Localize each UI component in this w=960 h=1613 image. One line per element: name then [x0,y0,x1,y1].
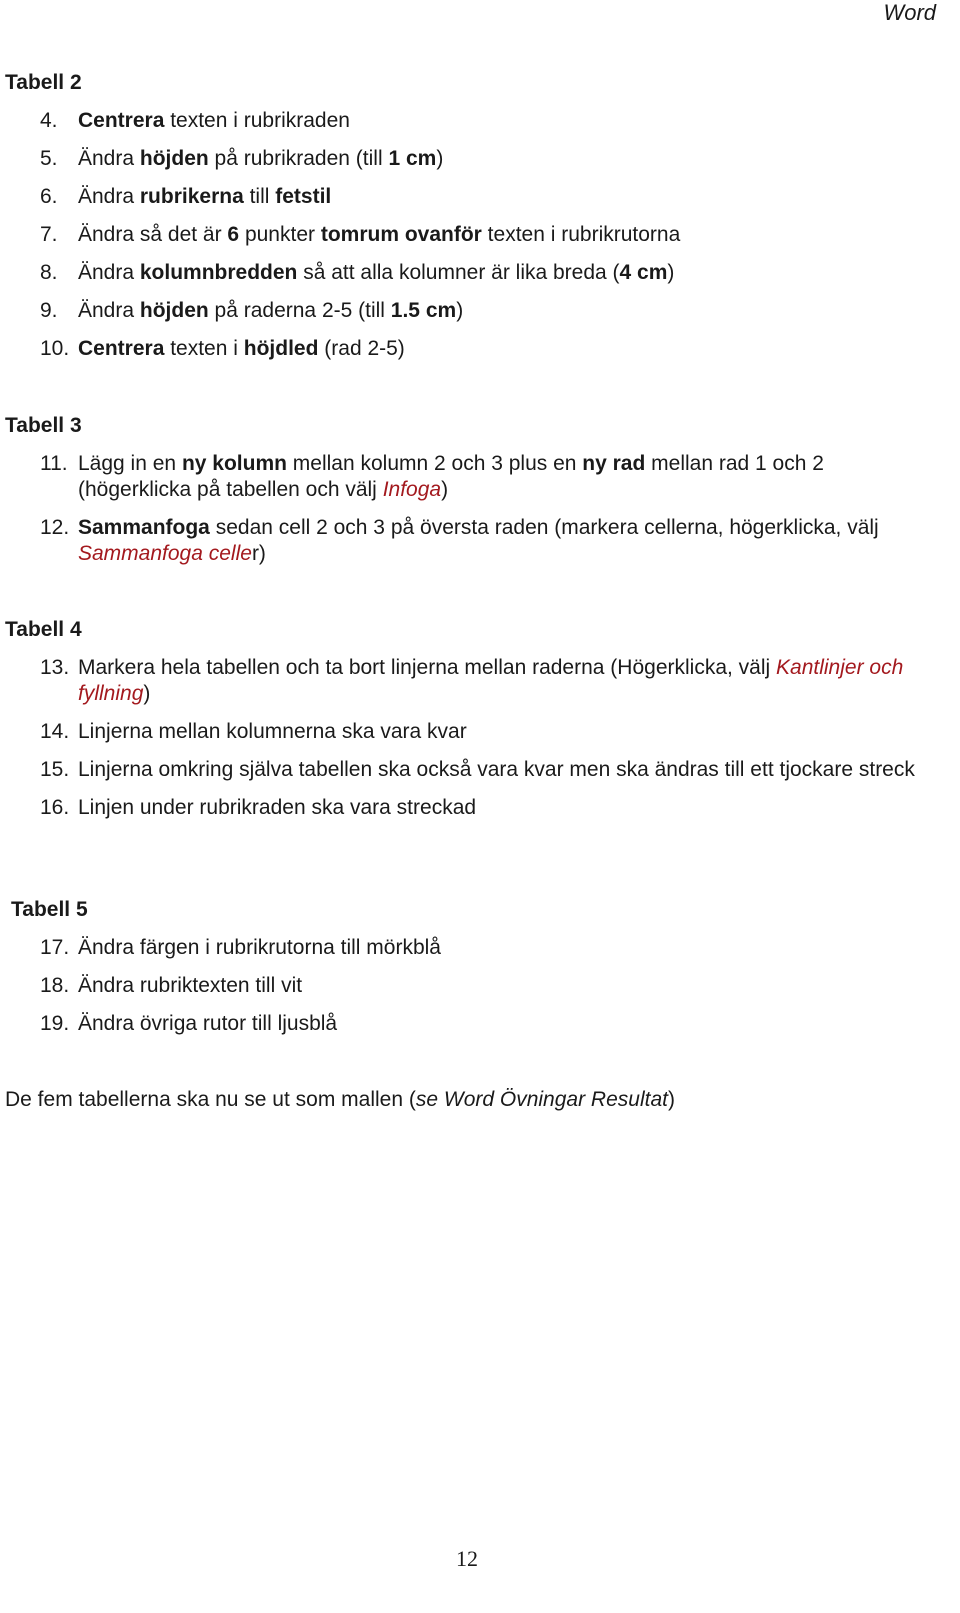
instruction-item [5,260,940,286]
emphasis-text: kolumnbredden [139,261,298,284]
item-text: ) [667,261,675,284]
closing-text-end: ) [667,1088,675,1111]
item-number: 19. [40,1012,70,1035]
item-number: 11. [40,452,68,475]
instruction-item [5,935,940,961]
item-text: Linjerna mellan kolumnerna ska vara kvar [78,720,467,743]
instruction-item [5,719,940,745]
section-heading: Tabell 4 [5,618,82,641]
item-text: ) [143,682,151,705]
instruction-list [5,655,940,821]
instruction-item [5,222,940,248]
item-text: Ändra [78,261,140,284]
emphasis-text: 6 [227,223,240,246]
instruction-item [5,146,940,172]
item-text: r) [251,542,266,565]
item-number: 10. [40,337,70,360]
instruction-item [5,451,940,503]
item-text: Ändra övriga rutor till ljusblå [78,1012,338,1035]
item-text: Ändra [78,185,140,208]
item-text: mellan kolumn 2 och 3 plus en [286,452,583,475]
section-tabell-5 [11,897,940,1037]
emphasis-text: Sammanfoga [78,516,210,539]
closing-paragraph [5,1087,675,1113]
item-number: 17. [40,936,70,959]
section-tabell-3 [5,413,940,567]
item-text: ) [436,147,444,170]
item-text: (rad 2-5) [318,337,405,360]
item-number: 18. [40,974,70,997]
emphasis-text: 4 cm [619,261,668,284]
instruction-item [5,184,940,210]
item-number: 7. [40,223,58,246]
instruction-item [5,795,940,821]
section-heading: Tabell 2 [5,71,82,94]
instruction-item [5,655,940,707]
item-text: Ändra [78,299,140,322]
emphasis-text: höjden [139,299,209,322]
emphasis-text: Centrera [78,109,165,132]
instruction-list [5,108,940,362]
emphasis-text: fetstil [275,185,332,208]
item-number: 6. [40,185,58,208]
section-tabell-4 [5,617,940,821]
item-text: Ändra färgen i rubrikrutorna till mörkblå [78,936,441,959]
item-text: texten i rubrikraden [164,109,350,132]
item-text: på rubrikraden (till [208,147,389,170]
instruction-item [5,336,940,362]
item-number: 16. [40,796,70,819]
emphasis-text: höjden [139,147,209,170]
item-text: till [243,185,276,208]
item-text: punkter [239,223,321,246]
item-number: 8. [40,261,58,284]
page-number: 12 [456,1546,478,1571]
emphasis-text: 1 cm [388,147,437,170]
item-text: ) [441,478,449,501]
emphasis-text: Centrera [78,337,165,360]
emphasis-text: ny kolumn [181,452,287,475]
item-number: 12. [40,516,70,539]
item-number: 13. [40,656,70,679]
closing-text: De fem tabellerna ska nu se ut som mallen ( [5,1088,416,1111]
item-text: så att alla kolumner är lika breda ( [297,261,620,284]
instruction-item [5,973,940,999]
emphasis-text: 1.5 cm [390,299,457,322]
instruction-item [5,757,940,783]
emphasis-text: höjdled [243,337,319,360]
item-text: mellan rad 1 och 2 (högerklicka på tabellen och välj [78,452,824,501]
closing-reference: se Word Övningar Resultat [415,1088,668,1111]
item-number: 14. [40,720,70,743]
item-text: texten i rubrikrutorna [481,223,681,246]
section-heading: Tabell 5 [11,898,88,921]
menu-command-reference: Sammanfoga celle [78,542,252,565]
item-text: Ändra rubriktexten till vit [78,974,303,997]
document-header-title: Word [883,0,936,25]
item-number: 15. [40,758,70,781]
item-text: sedan cell 2 och 3 på översta raden (markera cellerna, högerklicka, välj [209,516,879,539]
item-text: Ändra [78,147,140,170]
item-text: Lägg in en [78,452,182,475]
section-tabell-2 [5,70,940,362]
menu-command-reference: Kantlinjer och fyllning [78,656,904,705]
item-text: ) [456,299,464,322]
item-text: Linjen under rubrikraden ska vara streckad [78,796,477,819]
section-heading: Tabell 3 [5,414,82,437]
item-text: texten i [164,337,244,360]
item-number: 5. [40,147,58,170]
item-text: Ändra så det är [78,223,228,246]
item-text: Markera hela tabellen och ta bort linjerna mellan raderna (Högerklicka, välj [78,656,777,679]
menu-command-reference: Infoga [382,478,442,501]
item-text: Linjerna omkring själva tabellen ska också vara kvar men ska ändras till ett tjockare streck [78,758,915,781]
instruction-item [5,108,940,134]
emphasis-text: rubrikerna [139,185,244,208]
item-number: 9. [40,299,58,322]
instruction-item [5,1011,940,1037]
instruction-list [5,935,940,1037]
item-text: på raderna 2-5 (till [208,299,391,322]
emphasis-text: tomrum ovanför [320,223,482,246]
instruction-item [5,298,940,324]
item-number: 4. [40,109,58,132]
instruction-list [5,451,940,567]
emphasis-text: ny rad [582,452,646,475]
instruction-item [5,515,940,567]
